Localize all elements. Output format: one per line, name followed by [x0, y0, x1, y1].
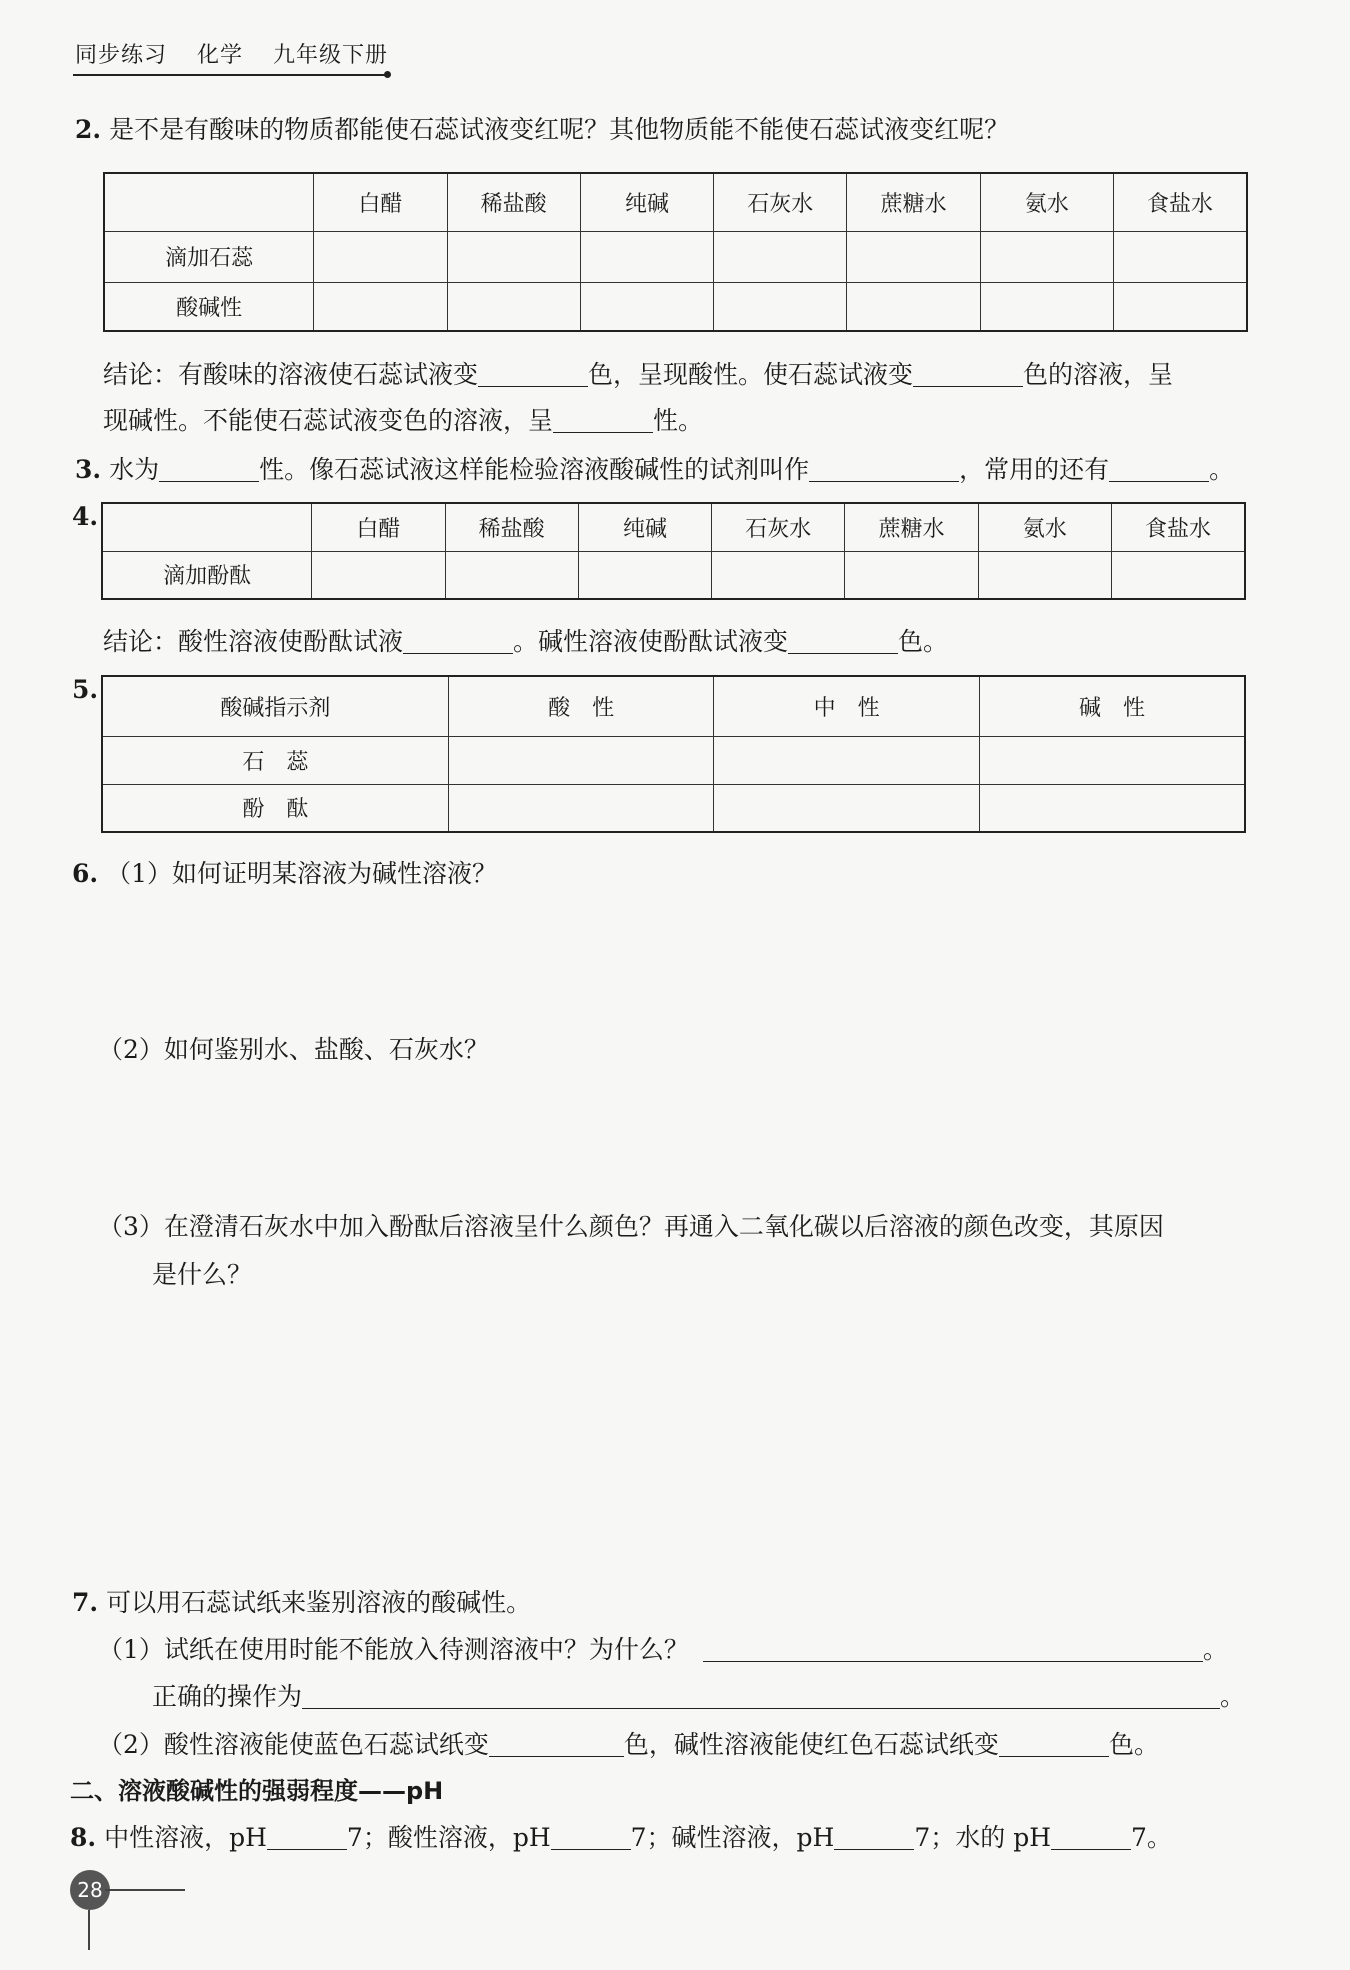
answer-blank[interactable] [834, 1823, 914, 1850]
question-text: ，常用的还有 [959, 455, 1110, 484]
question-6-part-3 [98, 1210, 1164, 1244]
answer-cell[interactable] [845, 551, 978, 599]
answer-cell[interactable] [580, 231, 713, 282]
answer-blank[interactable] [703, 1635, 1203, 1662]
column-header: 白醋 [312, 503, 445, 551]
answer-blank[interactable] [478, 360, 588, 387]
column-header: 酸碱指示剂 [102, 676, 448, 736]
row-header: 酸碱性 [104, 282, 314, 331]
question-number: 6. [72, 859, 99, 888]
answer-cell[interactable] [1112, 551, 1245, 599]
question-text: 正确的操作为 [152, 1682, 303, 1711]
q2-conclusion-line-2 [103, 404, 703, 438]
question-7-part-1b [152, 1680, 1245, 1714]
q2-conclusion-line-1 [103, 358, 1173, 392]
answer-blank[interactable] [553, 406, 653, 433]
answer-blank[interactable] [302, 1682, 1220, 1709]
answer-cell[interactable] [448, 784, 714, 832]
question-7 [72, 1586, 531, 1620]
table-corner-cell [102, 503, 312, 551]
answer-cell[interactable] [978, 551, 1111, 599]
answer-blank[interactable] [1051, 1823, 1131, 1850]
header-rule [73, 74, 388, 76]
header-series: 同步练习 [75, 43, 168, 68]
answer-cell[interactable] [314, 231, 447, 282]
question-2 [75, 113, 1009, 147]
row-header: 滴加石蕊 [104, 231, 314, 282]
row-header: 石 蕊 [102, 736, 448, 784]
question-6-part-1 [72, 857, 497, 891]
answer-cell[interactable] [980, 231, 1113, 282]
column-header: 食盐水 [1114, 173, 1247, 231]
question-text: 。 [1209, 455, 1235, 484]
answer-cell[interactable] [714, 282, 847, 331]
question-number: 5. [72, 675, 99, 704]
header-grade: 九年级下册 [273, 43, 389, 68]
question-text: 7；碱性溶液，pH [630, 1823, 835, 1852]
header-dot [384, 71, 391, 78]
answer-cell[interactable] [847, 231, 980, 282]
column-header: 蔗糖水 [845, 503, 978, 551]
conclusion-text: 色的溶液，呈 [1023, 360, 1174, 389]
question-text: （2）如何鉴别水、盐酸、石灰水？ [98, 1035, 489, 1064]
question-number: 4. [72, 502, 99, 531]
litmus-table [103, 172, 1248, 332]
answer-cell[interactable] [445, 551, 578, 599]
answer-cell[interactable] [712, 551, 845, 599]
answer-cell[interactable] [1114, 282, 1247, 331]
question-text: 色，碱性溶液能使红色石蕊试纸变 [623, 1730, 999, 1759]
column-header: 氨水 [980, 173, 1113, 231]
answer-cell[interactable] [847, 282, 980, 331]
answer-cell[interactable] [979, 784, 1245, 832]
column-header: 石灰水 [712, 503, 845, 551]
answer-blank[interactable] [551, 1823, 631, 1850]
answer-cell[interactable] [714, 736, 980, 784]
answer-cell[interactable] [447, 231, 580, 282]
column-header: 碱 性 [979, 676, 1245, 736]
question-text: 7；酸性溶液，pH [346, 1823, 551, 1852]
page-number: 28 [70, 1870, 110, 1910]
answer-cell[interactable] [714, 784, 980, 832]
answer-cell[interactable] [714, 231, 847, 282]
column-header: 稀盐酸 [447, 173, 580, 231]
question-8 [70, 1821, 1172, 1855]
question-text: （2）酸性溶液能使蓝色石蕊试纸变 [98, 1730, 489, 1759]
question-text: 是什么？ [152, 1260, 253, 1289]
question-number: 8. [70, 1823, 97, 1852]
question-text: 7；水的 pH [914, 1823, 1052, 1852]
table-corner-cell [104, 173, 314, 231]
answer-blank[interactable] [1109, 455, 1209, 482]
question-7-part-1 [98, 1633, 1228, 1667]
column-header: 酸 性 [448, 676, 714, 736]
question-text: 色。 [1108, 1730, 1159, 1759]
question-number: 7. [72, 1588, 99, 1617]
question-number: 2. [75, 115, 102, 144]
answer-cell[interactable] [447, 282, 580, 331]
question-number: 3. [75, 455, 102, 484]
question-text: （1）如何证明某溶液为碱性溶液？ [106, 859, 498, 888]
conclusion-text: 结论：有酸味的溶液使石蕊试液变 [103, 360, 479, 389]
question-text: 水为 [109, 455, 160, 484]
answer-cell[interactable] [1114, 231, 1247, 282]
answer-cell[interactable] [312, 551, 445, 599]
answer-cell[interactable] [980, 282, 1113, 331]
answer-cell[interactable] [314, 282, 447, 331]
conclusion-text: 色，呈现酸性。使石蕊试液变 [588, 360, 914, 389]
indicator-table [101, 675, 1246, 833]
answer-blank[interactable] [788, 627, 898, 654]
question-text: 。 [1220, 1682, 1246, 1711]
answer-cell[interactable] [979, 736, 1245, 784]
column-header: 中 性 [714, 676, 980, 736]
column-header: 纯碱 [580, 173, 713, 231]
question-text: （1）试纸在使用时能不能放入待测溶液中？为什么？ [98, 1635, 689, 1664]
answer-blank[interactable] [809, 455, 959, 482]
section-heading: 二、溶液酸碱性的强弱程度——pH [70, 1777, 444, 1805]
column-header: 稀盐酸 [445, 503, 578, 551]
answer-blank[interactable] [489, 1730, 624, 1757]
question-6-part-2 [98, 1033, 489, 1067]
conclusion-text: 性。 [653, 406, 704, 435]
question-7-part-2 [98, 1728, 1159, 1762]
column-header: 食盐水 [1112, 503, 1245, 551]
answer-blank[interactable] [267, 1823, 347, 1850]
column-header: 纯碱 [578, 503, 711, 551]
column-header: 石灰水 [714, 173, 847, 231]
conclusion-text: 。碱性溶液使酚酞试液变 [513, 627, 789, 656]
question-text: 中性溶液，pH [104, 1823, 267, 1852]
question-text: （3）在澄清石灰水中加入酚酞后溶液呈什么颜色？再通入二氧化碳以后溶液的颜色改变，其原因 [98, 1212, 1164, 1241]
question-text: 是不是有酸味的物质都能使石蕊试液变红呢？其他物质能不能使石蕊试液变红呢？ [109, 115, 1010, 144]
question-text: 7。 [1131, 1823, 1172, 1852]
answer-cell[interactable] [578, 551, 711, 599]
conclusion-text: 结论：酸性溶液使酚酞试液 [103, 627, 404, 656]
question-text: 可以用石蕊试纸来鉴别溶液的酸碱性。 [106, 1588, 532, 1617]
question-text: 。 [1202, 1635, 1228, 1664]
running-header [75, 38, 410, 69]
header-subject: 化学 [197, 43, 244, 68]
q4-conclusion [103, 625, 948, 659]
column-header: 氨水 [978, 503, 1111, 551]
column-header: 白醋 [314, 173, 447, 231]
answer-blank[interactable] [159, 455, 259, 482]
answer-blank[interactable] [999, 1730, 1109, 1757]
question-6-part-3-cont [152, 1258, 252, 1292]
phenolphthalein-table [101, 502, 1246, 600]
question-text: 性。像石蕊试液这样能检验溶液酸碱性的试剂叫作 [259, 455, 810, 484]
conclusion-text: 色。 [898, 627, 949, 656]
footer-rule [105, 1889, 185, 1891]
answer-blank[interactable] [403, 627, 513, 654]
conclusion-text: 现碱性。不能使石蕊试液变色的溶液，呈 [103, 406, 554, 435]
row-header: 酚 酞 [102, 784, 448, 832]
footer-stem [88, 1910, 90, 1950]
column-header: 蔗糖水 [847, 173, 980, 231]
question-3 [75, 453, 1234, 487]
answer-blank[interactable] [913, 360, 1023, 387]
answer-cell[interactable] [580, 282, 713, 331]
answer-cell[interactable] [448, 736, 714, 784]
row-header: 滴加酚酞 [102, 551, 312, 599]
